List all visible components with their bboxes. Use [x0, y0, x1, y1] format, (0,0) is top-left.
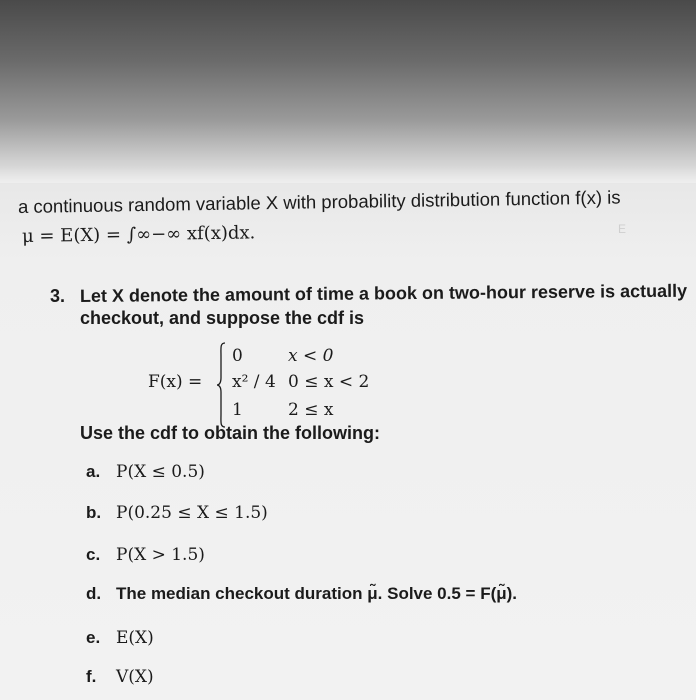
item-text: P(X > 1.5): [116, 545, 205, 565]
mean-formula: μ = E(X) = ∫∞−∞ xf(x)dx.: [21, 222, 256, 247]
cdf-row-value: 1: [232, 400, 243, 420]
item-label: c.: [86, 545, 101, 564]
item-label: e.: [86, 628, 101, 647]
cdf-row-condition: x < 0: [288, 346, 334, 366]
list-item: [86, 628, 154, 648]
paper-edge: [0, 165, 696, 183]
item-text: E(X): [116, 628, 154, 648]
left-brace-icon: [216, 342, 226, 428]
list-item: [86, 503, 268, 523]
list-item: [86, 462, 205, 482]
item-label: b.: [86, 503, 102, 522]
item-label: d.: [86, 584, 102, 603]
cdf-lhs: F(x) =: [148, 372, 203, 392]
question-number: 3.: [50, 286, 66, 306]
cdf-row-value: x² / 4: [232, 372, 276, 392]
cdf-row-condition: 2 ≤ x: [288, 400, 334, 420]
cdf-row-value: 0: [232, 346, 243, 366]
list-item: [86, 584, 517, 604]
list-item: [86, 545, 205, 565]
question-text-line-2: checkout, and suppose the cdf is: [80, 308, 365, 328]
item-label: f.: [86, 667, 97, 686]
list-item: [86, 667, 154, 687]
instruction: Use the cdf to obtain the following:: [80, 423, 380, 443]
item-text: The median checkout duration μ̃. Solve 0.5 = F(μ̃).: [116, 584, 518, 603]
item-text: V(X): [116, 667, 154, 687]
intro-line-1: a continuous random variable X with probability distribution function f(x) is: [17, 186, 621, 217]
item-text: P(0.25 ≤ X ≤ 1.5): [116, 503, 268, 523]
question-text-line-1: Let X denote the amount of time a book on two-hour reserve is actually: [79, 280, 688, 306]
cdf-row-condition: 0 ≤ x < 2: [288, 372, 370, 392]
item-label: a.: [86, 462, 101, 481]
show-through-text: Ǝ: [618, 222, 627, 236]
item-text: P(X ≤ 0.5): [116, 462, 205, 482]
